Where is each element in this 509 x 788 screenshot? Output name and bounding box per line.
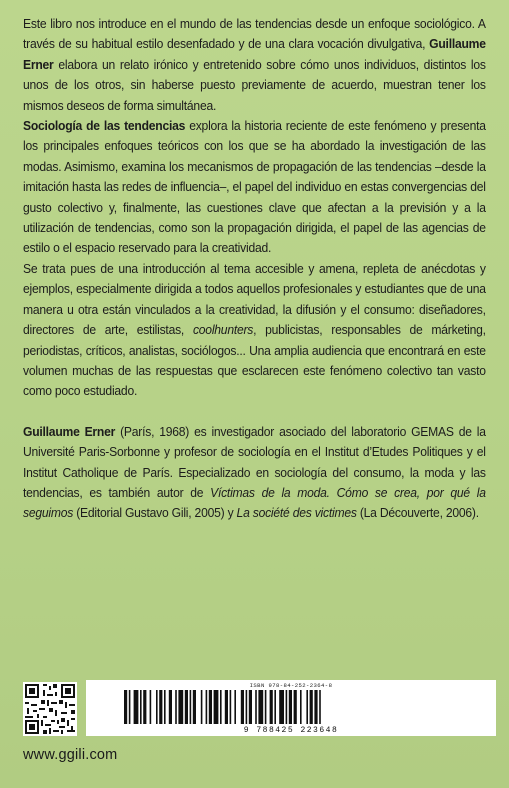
bio-book-2: La société des victimes	[236, 505, 357, 521]
bio-author-name: Guillaume Erner	[23, 423, 116, 439]
author-bio-paragraph	[23, 422, 486, 524]
summary-paragraph	[23, 116, 486, 259]
book-title: Sociología de las tendencias	[23, 118, 186, 134]
audience-text-b: , publicistas, responsables de márketing, periodistas, críticos, analistas, sociólogos... Una amplia audiencia que encontrará en este volumen muchas de las respuestas que esclarecen este fenómeno colectivo tan vasto como poco estudiado.	[23, 322, 486, 399]
intro-text-b: elabora un relato irónico y entretenido sobre cómo unos individuos, distintos los unos de los otros, sin haberse puesto previamente de acuerdo, muestran tener los mismos deseos de forma simultánea.	[23, 56, 486, 113]
barcode-number: 9 788425 223648	[243, 726, 339, 735]
publisher-website: www.ggili.com	[23, 747, 118, 763]
bio-book-1: Víctimas de la moda. Cómo se crea, por qué la seguimos	[23, 484, 486, 521]
isbn-barcode	[86, 680, 496, 736]
audience-paragraph	[23, 259, 486, 402]
coolhunters-term: coolhunters	[192, 322, 254, 338]
bio-text-b: (Editorial Gustavo Gili, 2005) y	[73, 505, 237, 521]
summary-text: explora la historia reciente de este fenómeno y presenta los principales enfoques teóricos con los que se ha abordado la investigación de las modas. Asimismo, examina los mecanismos de propagación de las tendencias –desde la imitación hasta las redes de influencia–, el papel del individuo en estas convergencias del gusto colectivo y, finalmente, las cuestiones clave que afectan a la previsión y a la utilización de tendencias, como son la propagación dirigida, el papel de las agencias de estilo o el espacio reservado para la creatividad.	[23, 118, 486, 256]
blurb-text	[23, 14, 486, 524]
author-name: Guillaume Erner	[23, 36, 486, 72]
isbn-label: ISBN 978-84-252-2364-8	[249, 682, 333, 689]
audience-text-a: Se trata pues de una introducción al tema accesible y amena, repleta de anécdotas y ejemplos, especialmente dirigida a todos aquellos profesionales y estudiantes que de una manera u otra están vinculados a la creatividad, la difusión y el consumo: diseñadores, directores de arte, estilistas,	[23, 260, 486, 338]
intro-text-a: Este libro nos introduce en el mundo de las tendencias desde un enfoque sociológico. A través de su habitual estilo desenfadado y de una clara vocación divulgativa,	[23, 16, 486, 52]
intro-paragraph	[23, 14, 486, 116]
bio-text-a: (París, 1968) es investigador asociado del laboratorio GEMAS de la Université Paris-Sorbonne y profesor de sociología en el Institut d’Etudes Politiques y el Institut Catholique de París. Especializado en sociología del consumo, la moda y las tendencias, es también autor de	[23, 423, 486, 500]
qr-code-icon	[23, 682, 77, 736]
bio-text-c: (La Découverte, 2006).	[356, 505, 479, 521]
